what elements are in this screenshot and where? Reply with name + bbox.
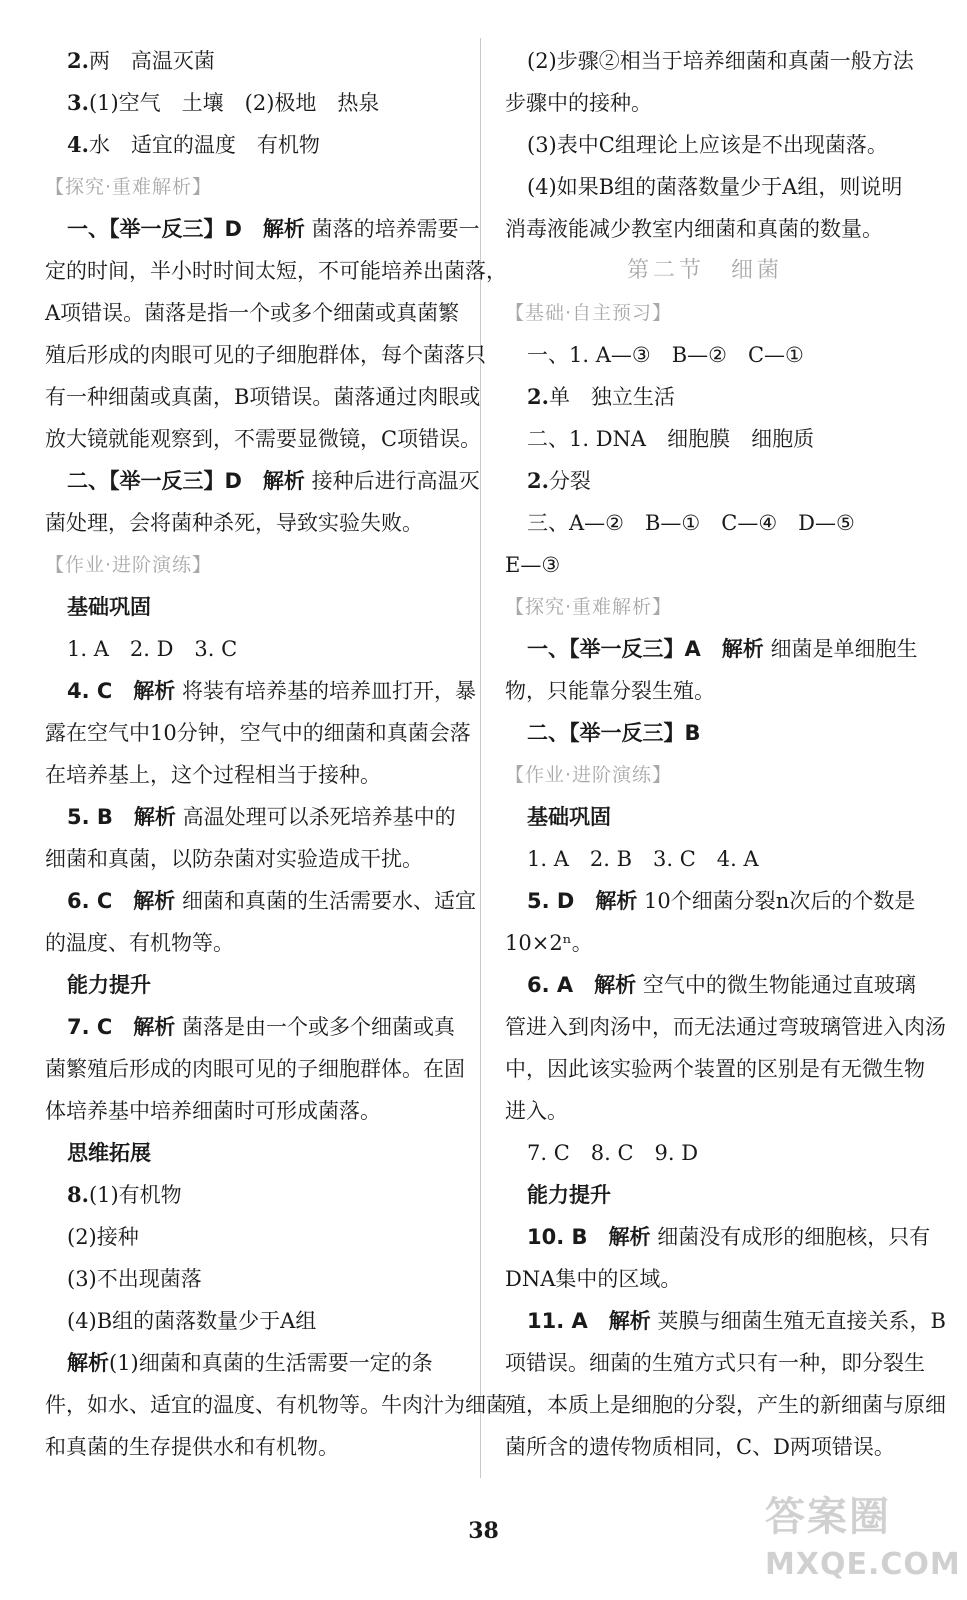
explanation-line: (3)表中C组理论上应该是不出现菌落。 xyxy=(527,133,888,157)
answer-line: 1. A 2. D 3. C xyxy=(67,637,238,661)
section-bar: 【作业·进阶演练】 xyxy=(45,554,213,576)
answer-line: 2.单 独立生活 xyxy=(527,384,675,409)
explanation-line: 解析(1)细菌和真菌的生活需要一定的条 xyxy=(67,1351,433,1375)
explanation-line: 步骤中的接种。 xyxy=(505,91,652,115)
right-column xyxy=(505,40,946,1468)
explanation-line: 露在空气中10分钟，空气中的细菌和真菌会落 xyxy=(45,721,471,745)
section-bar: 【作业·进阶演练】 xyxy=(505,764,673,786)
watermark-logo: 答案圈 xyxy=(765,1494,891,1540)
answer-line: E—③ xyxy=(505,553,561,577)
explanation-line: 殖后形成的肉眼可见的子细胞群体，每个菌落只 xyxy=(45,343,486,367)
explanation-line: 的温度、有机物等。 xyxy=(45,931,234,955)
explanation-line: 细菌和真菌，以防杂菌对实验造成干扰。 xyxy=(45,847,423,871)
explanation-line: 11. A 解析 荚膜与细菌生殖无直接关系，B xyxy=(527,1309,946,1333)
left-column xyxy=(45,40,507,1468)
answer-line: 4.水 适宜的温度 有机物 xyxy=(67,132,320,157)
explanation-line: (2)步骤②相当于培养细菌和真菌一般方法 xyxy=(527,49,914,73)
section-bar: 【探究·重难解析】 xyxy=(505,596,673,618)
explanation-line: 6. C 解析 细菌和真菌的生活需要水、适宜 xyxy=(67,889,476,913)
explanation-line: 物，只能靠分裂生殖。 xyxy=(505,679,715,703)
explanation-line: 进入。 xyxy=(505,1099,568,1123)
explanation-line: 在培养基上，这个过程相当于接种。 xyxy=(45,763,381,787)
explanation-line: 一、【举一反三】A 解析 细菌是单细胞生 xyxy=(527,637,918,661)
answer-line: 三、A—② B—① C—④ D—⑤ xyxy=(527,511,855,535)
subheading: 能力提升 xyxy=(67,973,151,997)
section-bar: 【基础·自主预习】 xyxy=(505,302,673,324)
explanation-line: 10×2ⁿ。 xyxy=(505,931,593,955)
answer-line: (4)B组的菌落数量少于A组 xyxy=(67,1309,317,1333)
column-divider xyxy=(480,38,481,1478)
explanation-line: 消毒液能减少教室内细菌和真菌的数量。 xyxy=(505,217,883,241)
explanation-line: 管进入到肉汤中，而无法通过弯玻璃管进入肉汤 xyxy=(505,1015,946,1039)
subheading: 基础巩固 xyxy=(527,805,611,829)
section-title: 第二节 细菌 xyxy=(626,258,783,283)
explanation-line: 件，如水、适宜的温度、有机物等。牛肉汁为细菌 xyxy=(45,1393,507,1417)
page-number: 38 xyxy=(468,1518,499,1544)
explanation-line: 体培养基中培养细菌时可形成菌落。 xyxy=(45,1099,381,1123)
answer-line: (3)不出现菌落 xyxy=(67,1267,202,1291)
explanation-line: 4. C 解析 将装有培养基的培养皿打开，暴 xyxy=(67,679,476,703)
explanation-line: 定的时间，半小时时间太短，不可能培养出菌落， xyxy=(45,259,507,283)
answer-line: 2.两 高温灭菌 xyxy=(67,48,215,73)
explanation-line: 项错误。细菌的生殖方式只有一种，即分裂生 xyxy=(505,1351,925,1375)
explanation-line: 中，因此该实验两个装置的区别是有无微生物 xyxy=(505,1057,925,1081)
explanation-line: A项错误。菌落是指一个或多个细菌或真菌繁 xyxy=(45,301,460,325)
explanation-line: 殖，本质上是细胞的分裂，产生的新细菌与原细 xyxy=(505,1393,946,1417)
explanation-line: 菌所含的遗传物质相同，C、D两项错误。 xyxy=(505,1435,895,1459)
answer-line: 1. A 2. B 3. C 4. A xyxy=(527,847,759,871)
explanation-line: 10. B 解析 细菌没有成形的细胞核，只有 xyxy=(527,1225,931,1249)
watermark xyxy=(765,1485,961,1595)
explanation-line: 菌繁殖后形成的肉眼可见的子细胞群体。在固 xyxy=(45,1057,465,1081)
subheading: 基础巩固 xyxy=(67,595,151,619)
explanation-line: 一、【举一反三】D 解析 菌落的培养需要一 xyxy=(67,217,480,241)
explanation-line: 7. C 解析 菌落是由一个或多个细菌或真 xyxy=(67,1015,455,1039)
subheading: 思维拓展 xyxy=(67,1141,151,1165)
explanation-line: 5. B 解析 高温处理可以杀死培养基中的 xyxy=(67,805,456,829)
watermark-url: MXQE.COM xyxy=(765,1547,961,1582)
answer-line: 3.(1)空气 土壤 (2)极地 热泉 xyxy=(67,90,380,115)
explanation-line: 和真菌的生存提供水和有机物。 xyxy=(45,1435,339,1459)
answer-line: 7. C 8. C 9. D xyxy=(527,1141,699,1165)
answer-line: 二、【举一反三】B xyxy=(527,721,701,745)
explanation-line: 放大镜就能观察到，不需要显微镜，C项错误。 xyxy=(45,427,482,451)
answer-line: (2)接种 xyxy=(67,1225,139,1249)
explanation-line: DNA集中的区域。 xyxy=(505,1267,682,1291)
answer-line: 二、1. DNA 细胞膜 细胞质 xyxy=(527,427,815,451)
explanation-line: (4)如果B组的菌落数量少于A组，则说明 xyxy=(527,175,903,199)
explanation-line: 6. A 解析 空气中的微生物能通过直玻璃 xyxy=(527,973,916,997)
explanation-line: 二、【举一反三】D 解析 接种后进行高温灭 xyxy=(67,469,480,493)
section-bar: 【探究·重难解析】 xyxy=(45,176,213,198)
answer-line: 8.(1)有机物 xyxy=(67,1182,182,1207)
subheading: 能力提升 xyxy=(527,1183,611,1207)
explanation-line: 5. D 解析 10个细菌分裂n次后的个数是 xyxy=(527,889,916,913)
explanation-line: 有一种细菌或真菌，B项错误。菌落通过肉眼或 xyxy=(45,385,481,409)
explanation-line: 菌处理，会将菌种杀死，导致实验失败。 xyxy=(45,511,423,535)
answer-line: 一、1. A—③ B—② C—① xyxy=(527,343,804,367)
answer-line: 2.分裂 xyxy=(527,468,591,493)
